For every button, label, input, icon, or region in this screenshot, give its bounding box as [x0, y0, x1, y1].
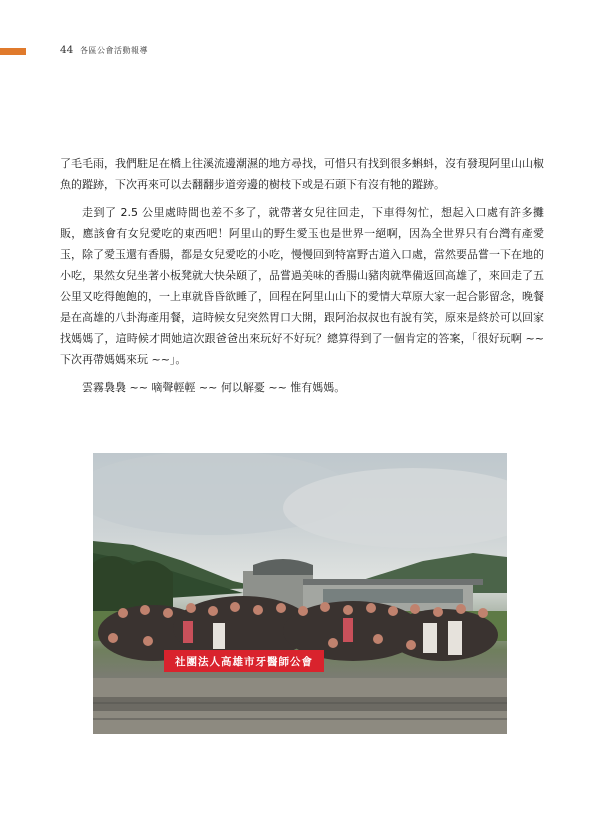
article-body — [60, 153, 544, 405]
page-number: 44 — [60, 44, 74, 56]
article-paragraph: 了毛毛雨，我們駐足在橋上往溪流邊潮濕的地方尋找，可惜只有找到很多蝌蚪，沒有發現阿里山山椒魚的蹤跡，下次再來可以去翻翻步道旁邊的樹枝下或是石頭下有沒有牠的蹤跡。 — [60, 157, 544, 191]
header-accent-bar — [0, 48, 26, 55]
page-header — [0, 44, 600, 60]
group-photo — [93, 453, 507, 734]
article-paragraph: 走到了 2.5 公里處時間也差不多了，就帶著女兒往回走，下車得匆忙，想起入口處有許多攤販，應該會有女兒愛吃的東西吧！阿里山的野生愛玉也是世界一絕啊，因為全世界只有台灣有產愛玉，除了愛玉還有香腸，都是女兒愛吃的小吃，慢慢回到特富野古道入口處，當然要品嘗一下在地的小吃，果然女兒坐著小板凳就大快朵頤了，品嘗過美味的香腸山豬肉就準備返回高雄了，來回走了五公里又吃得飽飽的，一上車就昏昏欲睡了，回程在阿里山山下的愛情大草原大家一起合影留念，晚餐是在高雄的八卦海產用餐，這時候女兒突然胃口大開，跟阿治叔叔也有說有笑，原來是終於可以回家找媽媽了，這時候才問她這次跟爸爸出來玩好不好玩？總算得到了一個肯定的答案，「很好玩啊 ~~ 下次再帶媽媽來玩 ~~」。 — [60, 206, 544, 366]
banner-text: 社團法人高雄市牙醫師公會 — [175, 656, 313, 668]
article-paragraph: 雲霧裊裊 ~~ 嘀聲輕輕 ~~ 何以解憂 ~~ 惟有媽媽。 — [82, 381, 346, 394]
group-photo-illustration — [93, 453, 507, 734]
section-title: 各區公會活動報導 — [80, 46, 148, 55]
